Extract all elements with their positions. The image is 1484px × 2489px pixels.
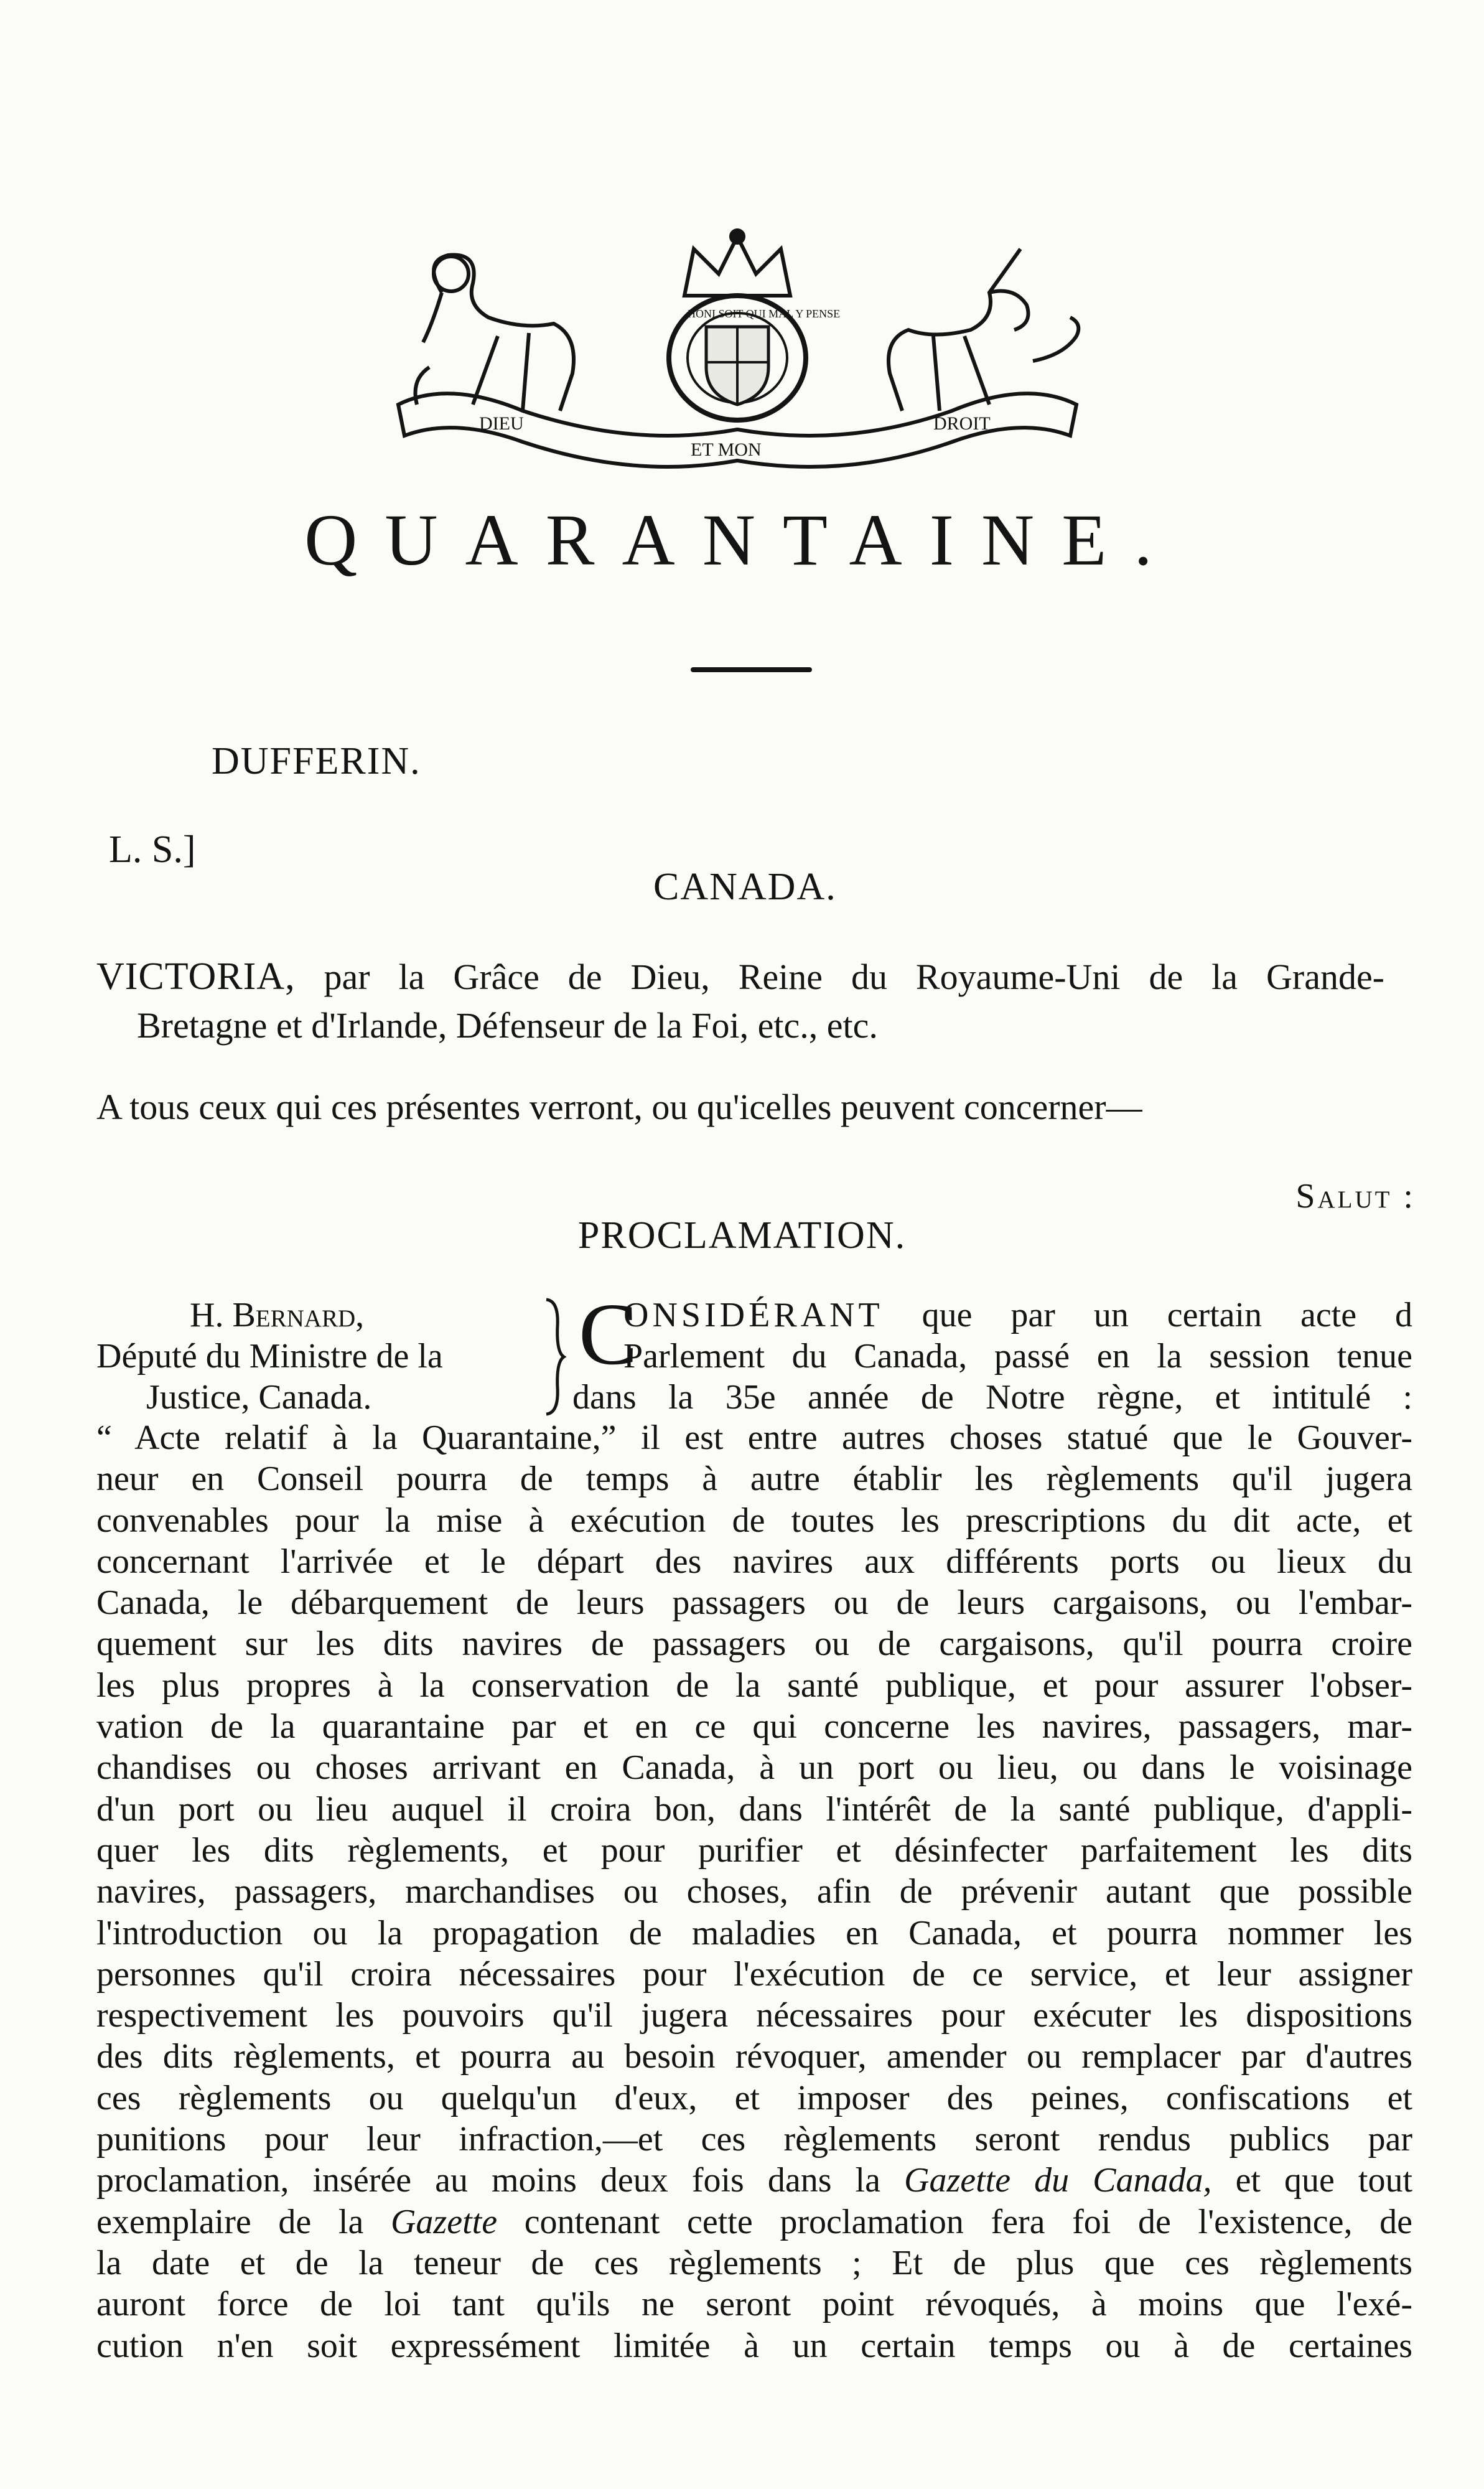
royal-style-line-1: [96, 952, 1384, 1001]
intro-line-1-text: que par un certain acte d: [922, 1296, 1412, 1334]
body-line: des dits règlements, et pourra au besoin révoquer, amender ou remplacer par d'autres: [96, 2037, 1412, 2076]
body-line: respectivement les pouvoirs qu'il jugera nécessaires pour exécuter les dispositions: [96, 1996, 1412, 2035]
address-line: A tous ceux qui ces présentes verront, ou qu'icelles peuvent concerner—: [96, 1087, 1142, 1127]
body-line: punitions pour leur infraction,—et ces règlements seront rendus publics par: [96, 2120, 1412, 2159]
body-line: cution n'en soit expressément limitée à un certain temps ou à de certaines: [96, 2326, 1412, 2365]
body-line: concernant l'arrivée et le départ des navires aux différents ports ou lieux du: [96, 1542, 1412, 1581]
body-line: la date et de la teneur de ces règlements ; Et de plus que ces règlements: [96, 2243, 1412, 2282]
body-line: vation de la quarantaine par et en ce qui concerne les navires, passagers, mar-: [96, 1707, 1412, 1746]
body-line-20-after: contenant cette proclamation fera foi de l'existence, de: [524, 2202, 1412, 2241]
signer-block: [96, 1295, 557, 1418]
country-heading: CANADA.: [653, 866, 837, 908]
body-line-gazette-2: [96, 2201, 1412, 2243]
royal-coat-of-arms: [373, 224, 1101, 485]
intro-line-1: [572, 1295, 1412, 1336]
body-line: quer les dits règlements, et pour purifier et désinfecter parfaitement les dits: [96, 1830, 1412, 1870]
crown: [684, 230, 790, 296]
unicorn-supporter: [889, 249, 1078, 411]
governor-name: DUFFERIN.: [212, 740, 421, 782]
signer-department: Justice, Canada.: [146, 1378, 372, 1417]
proclamation-heading: PROCLAMATION.: [577, 1214, 907, 1257]
intro-lines: [572, 1295, 1412, 1418]
body-line: “ Acte relatif à la Quarantaine,” il est entre autres choses statué que le Gouver-: [96, 1418, 1412, 1457]
gazette-italic: Gazette: [390, 2202, 498, 2241]
document-title: QUARANTAINE.: [304, 499, 1180, 581]
signer-name: H. Bernard,: [190, 1296, 365, 1334]
body-line-20-before: exemplaire de la: [96, 2202, 364, 2241]
body-line: convenables pour la mise à exécution de toutes les prescriptions du dit acte, et: [96, 1501, 1412, 1540]
body-line-gazette: [96, 2160, 1412, 2201]
ribbon-word-middle: ET MON: [691, 439, 762, 460]
salutation: Salut :: [1295, 1177, 1416, 1216]
body-line-19-before: proclamation, insérée au moins deux fois dans la: [96, 2161, 880, 2200]
ribbon-word-right: DROIT: [933, 413, 991, 434]
drop-cap: C: [579, 1285, 638, 1383]
sovereign-name: VICTORIA,: [96, 955, 296, 998]
signer-brace: [541, 1295, 566, 1419]
body-line: Canada, le débarquement de leurs passagers ou de leurs cargaisons, ou l'embar-: [96, 1583, 1412, 1623]
gazette-title-italic: Gazette du Canada,: [904, 2161, 1212, 2200]
body-line: d'un port ou lieu auquel il croira bon, dans l'intérêt de la santé publique, d'appli-: [96, 1789, 1412, 1829]
royal-style-paragraph: [96, 952, 1384, 1050]
body-line: l'introduction ou la propagation de maladies en Canada, et pourra nommer les: [96, 1913, 1412, 1952]
royal-style-line-2: Bretagne et d'Irlande, Défenseur de la Foi, etc., etc.: [137, 1005, 878, 1046]
body-line: chandises ou choses arrivant en Canada, à un port ou lieu, ou dans le voisinage: [96, 1748, 1412, 1788]
seal-mark: L. S.]: [109, 828, 196, 871]
body-line: auront force de loi tant qu'ils ne seront point révoqués, à moins que l'exé-: [96, 2285, 1412, 2324]
body-line: quement sur les dits navires de passagers ou de cargaisons, qu'il pourra croire: [96, 1624, 1412, 1664]
intro-line-3: dans la 35e année de Notre règne, et intitulé :: [572, 1378, 1412, 1417]
title-rule: [691, 667, 812, 672]
ribbon-word-left: DIEU: [479, 413, 524, 434]
signer-title: Député du Ministre de la: [96, 1337, 443, 1376]
lion-supporter: [416, 255, 574, 411]
body-line: les plus propres à la conservation de la santé publique, et pour assurer l'obser-: [96, 1666, 1412, 1705]
intro-line-2: Parlement du Canada, passé en la session tenue: [623, 1337, 1412, 1376]
body-line: personnes qu'il croira nécessaires pour l'exécution de ce service, et leur assigner: [96, 1954, 1412, 1994]
body-line: navires, passagers, marchandises ou choses, afin de prévenir autant que possible: [96, 1872, 1412, 1911]
royal-style-text: par la Grâce de Dieu, Reine du Royaume-Uni de la Grande-: [324, 957, 1384, 997]
garter-motto: HONI SOIT QUI MAL Y PENSE: [688, 307, 841, 320]
body-line: neur en Conseil pourra de temps à autre établir les règlements qu'il jugera: [96, 1460, 1412, 1499]
considerant-caps: ONSIDÉRANT: [623, 1296, 884, 1334]
body-line: ces règlements ou quelqu'un d'eux, et imposer des peines, confiscations et: [96, 2078, 1412, 2117]
body-line-19-after: et que tout: [1235, 2161, 1413, 2200]
proclamation-body: [96, 1417, 1412, 2366]
